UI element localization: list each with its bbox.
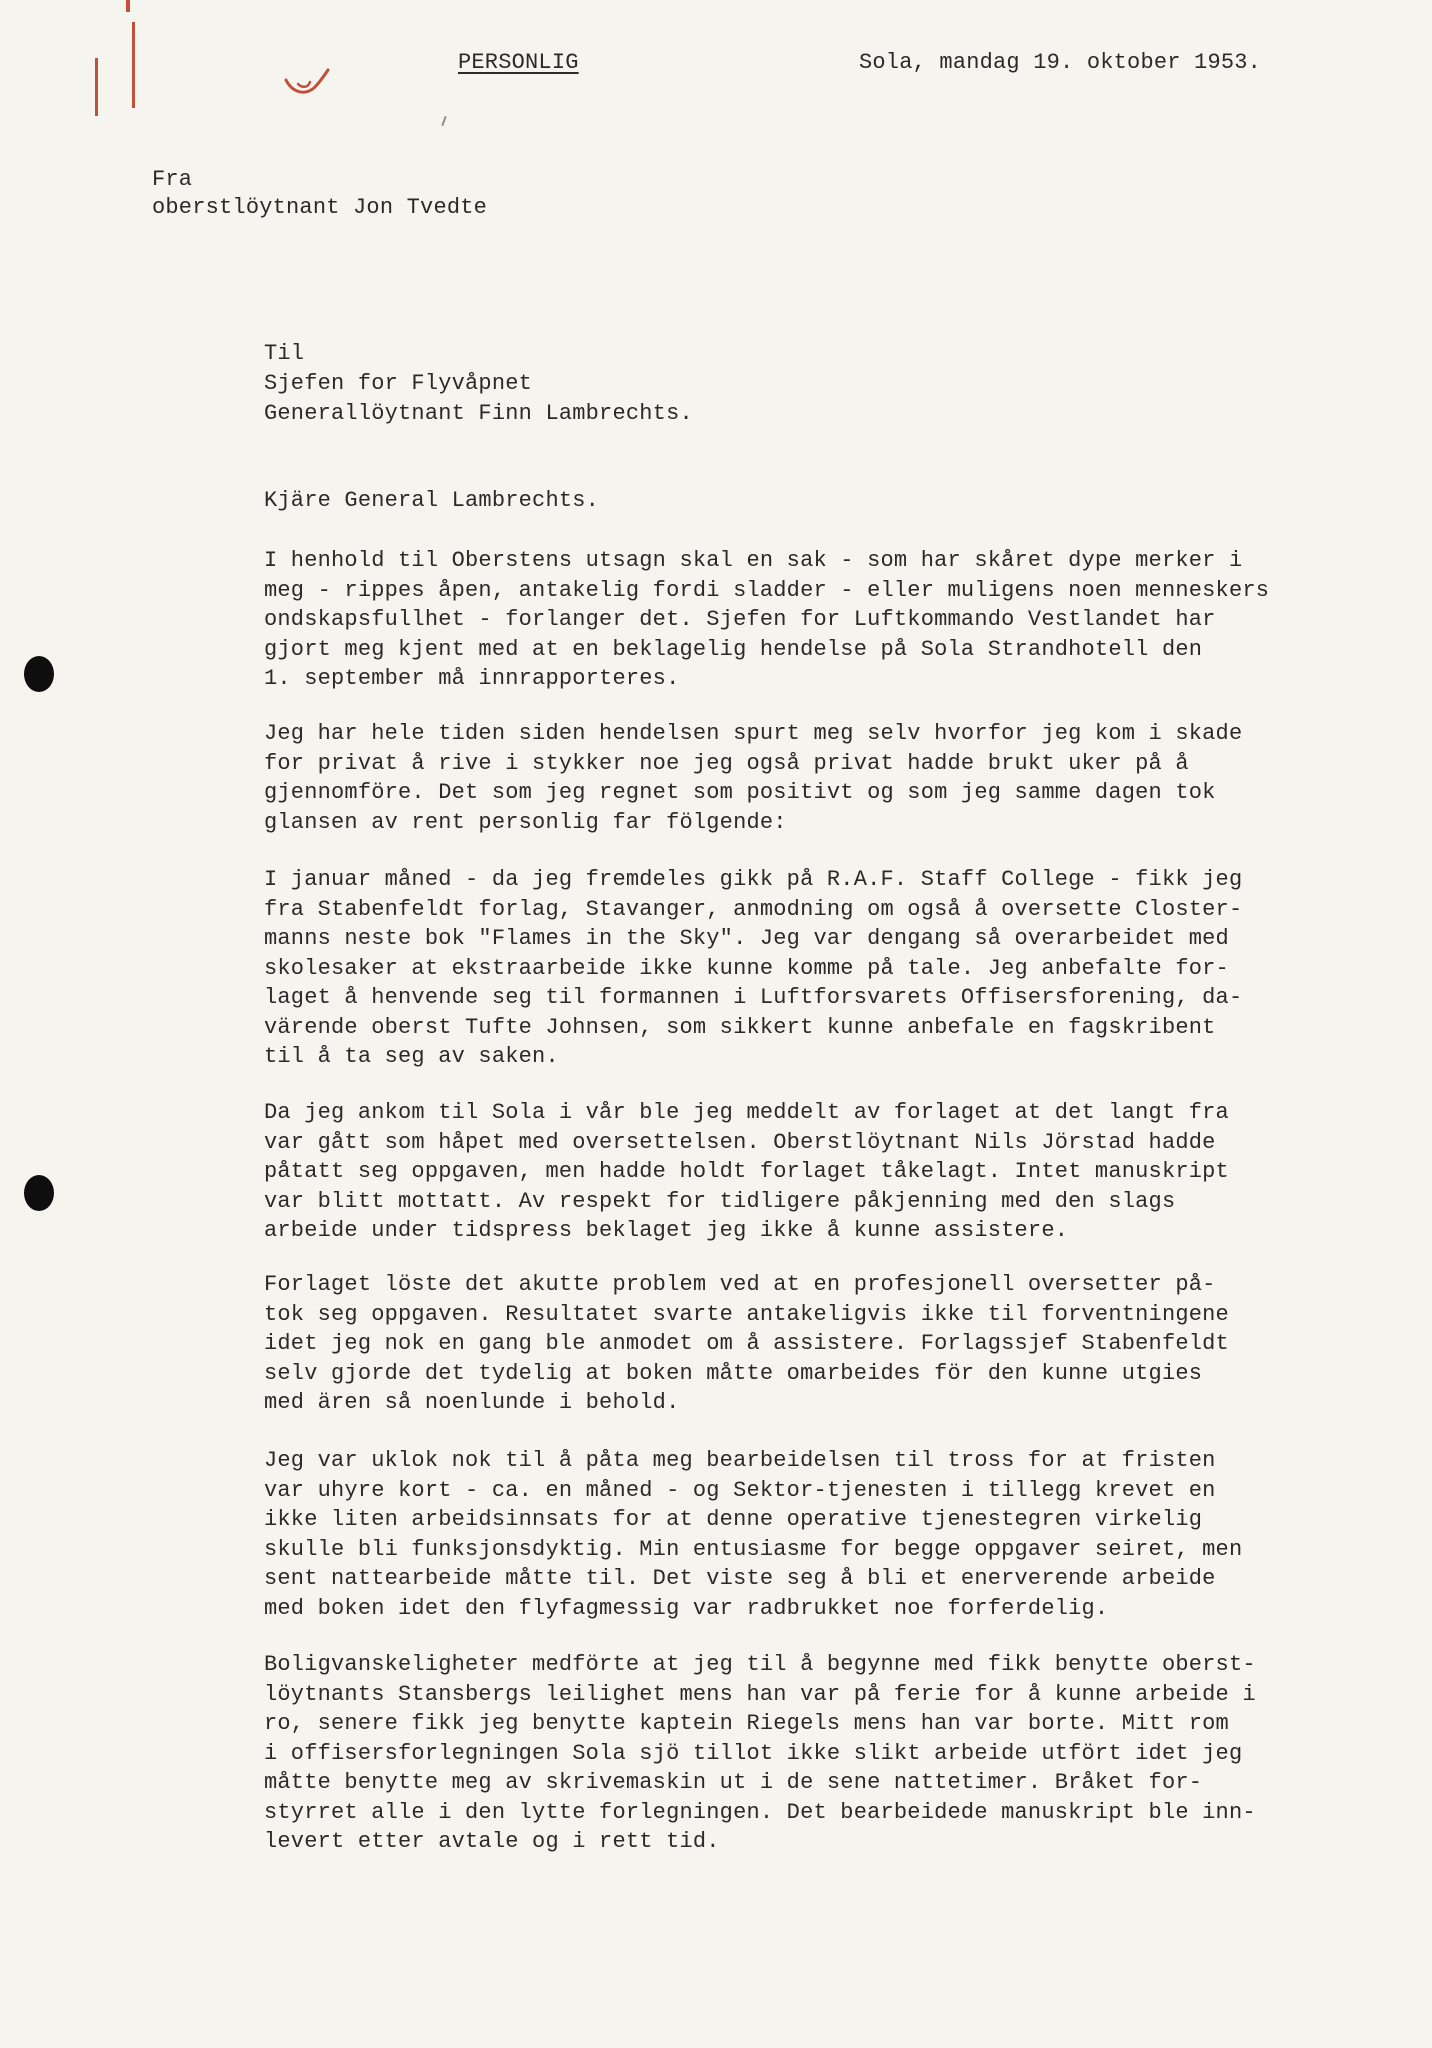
text-line: ro, senere fikk jeg benytte kaptein Riegels mens han var borte. Mitt rom <box>264 1711 1229 1736</box>
salutation: Kjäre General Lambrechts. <box>264 488 600 513</box>
text-line: skulle bli funksjonsdyktig. Min entusiasme for begge oppgaver seiret, men <box>264 1536 1243 1562</box>
body-paragraph-5 <box>264 1270 1384 1418</box>
text-line: 1. september må innrapporteres. <box>264 666 680 691</box>
text-line: for privat å rive i stykker noe jeg også privat hadde brukt uker på å <box>264 750 1189 776</box>
text-line: meg - rippes åpen, antakelig fordi sladder - eller muligens noen menneskers <box>264 577 1270 603</box>
text-line: Boligvanskeligheter medförte at jeg til å begynne med fikk benytte oberst- <box>264 1652 1256 1677</box>
text-line: med ären så noenlunde i behold. <box>264 1390 680 1415</box>
text-line: gjennomföre. Det som jeg regnet som positivt og som jeg samme dagen tok <box>264 780 1216 805</box>
text-line: skolesaker at ekstraarbeide ikke kunne komme på tale. Jeg anbefalte for- <box>264 955 1229 981</box>
text-line: Jeg var uklok nok til å påta meg bearbeidelsen til tross for at fristen <box>264 1448 1216 1473</box>
confidential-label: PERSONLIG <box>458 50 579 75</box>
text-line: måtte benytte meg av skrivemaskin ut i de sene nattetimer. Bråket for- <box>264 1770 1203 1795</box>
sender-label: Fra <box>152 167 193 192</box>
text-line: manns neste bok "Flames in the Sky". Jeg var dengang så overarbeidet med <box>264 926 1229 951</box>
text-line: idet jeg nok en gang ble anmodet om å assistere. Forlagssjef Stabenfeldt <box>264 1331 1229 1356</box>
punch-hole <box>24 656 54 692</box>
text-line: levert etter avtale og i rett tid. <box>264 1829 720 1854</box>
body-paragraph-4 <box>264 1098 1384 1246</box>
text-line: med boken idet den flyfagmessig var radbrukket noe forferdelig. <box>264 1595 1109 1621</box>
body-paragraph-6 <box>264 1446 1384 1623</box>
text-line: Da jeg ankom til Sola i vår ble jeg meddelt av forlaget at det langt fra <box>264 1100 1229 1125</box>
text-line: ondskapsfullhet - forlanger det. Sjefen for Luftkommando Vestlandet har <box>264 607 1216 632</box>
text-line: var gått som håpet med oversettelsen. Oberstlöytnant Nils Jörstad hadde <box>264 1129 1216 1155</box>
body-paragraph-1 <box>264 546 1384 694</box>
red-margin-mark <box>95 58 98 116</box>
text-line: i offisersforlegningen Sola sjö tillot ikke slikt arbeide utfört idet jeg <box>264 1740 1243 1766</box>
text-line: fra Stabenfeldt forlag, Stavanger, anmodning om også å oversette Closter- <box>264 896 1243 922</box>
text-line: var blitt mottatt. Av respekt for tidligere påkjenning med den slags <box>264 1188 1176 1214</box>
recipient-label: Til <box>264 341 305 366</box>
text-line: arbeide under tidspress beklaget jeg ikke å kunne assistere. <box>264 1218 1069 1243</box>
text-line: tok seg oppgaven. Resultatet svarte antakeligvis ikke til forventningene <box>264 1301 1229 1327</box>
text-line: Jeg har hele tiden siden hendelsen spurt meg selv hvorfor jeg kom i skade <box>264 721 1243 746</box>
sender-name: oberstlöytnant Jon Tvedte <box>152 195 488 220</box>
faint-tick-mark <box>441 116 446 126</box>
text-line: var uhyre kort - ca. en måned - og Sektor-tjenesten i tillegg krevet en <box>264 1477 1216 1503</box>
text-line: glansen av rent personlig far fölgende: <box>264 809 787 835</box>
red-handwritten-mark <box>282 66 332 100</box>
body-paragraph-2 <box>264 719 1384 837</box>
text-line: värende oberst Tufte Johnsen, som sikkert kunne anbefale en fagskribent <box>264 1014 1216 1040</box>
letter-date: Sola, mandag 19. oktober 1953. <box>859 50 1262 75</box>
text-line: I henhold til Oberstens utsagn skal en sak - som har skåret dype merker i <box>264 548 1243 573</box>
red-corner-mark <box>126 0 130 12</box>
text-line: styrret alle i den lytte forlegningen. Det bearbeidede manuskript ble inn- <box>264 1799 1256 1825</box>
text-line: Forlaget löste det akutte problem ved at en profesjonell oversetter på- <box>264 1272 1216 1297</box>
text-line: sent nattearbeide måtte til. Det viste seg å bli et enerverende arbeide <box>264 1566 1216 1591</box>
text-line: ikke liten arbeidsinnsats for at denne operative tjenestegren virkelig <box>264 1507 1203 1532</box>
text-line: selv gjorde det tydelig at boken måtte omarbeides för den kunne utgies <box>264 1360 1203 1386</box>
body-paragraph-3 <box>264 865 1384 1072</box>
text-line: til å ta seg av saken. <box>264 1044 559 1069</box>
body-paragraph-7 <box>264 1650 1384 1857</box>
punch-hole <box>24 1175 54 1211</box>
recipient-name: Generallöytnant Finn Lambrechts. <box>264 401 693 426</box>
recipient-title: Sjefen for Flyvåpnet <box>264 371 533 396</box>
text-line: gjort meg kjent med at en beklagelig hendelse på Sola Strandhotell den <box>264 636 1203 662</box>
text-line: I januar måned - da jeg fremdeles gikk på R.A.F. Staff College - fikk jeg <box>264 867 1243 892</box>
red-margin-mark <box>132 22 135 108</box>
text-line: påtatt seg oppgaven, men hadde holdt forlaget tåkelagt. Intet manuskript <box>264 1159 1229 1184</box>
text-line: laget å henvende seg til formannen i Luftforsvarets Offisersforening, da- <box>264 985 1243 1010</box>
text-line: löytnants Stansbergs leilighet mens han var på ferie for å kunne arbeide i <box>264 1681 1256 1707</box>
